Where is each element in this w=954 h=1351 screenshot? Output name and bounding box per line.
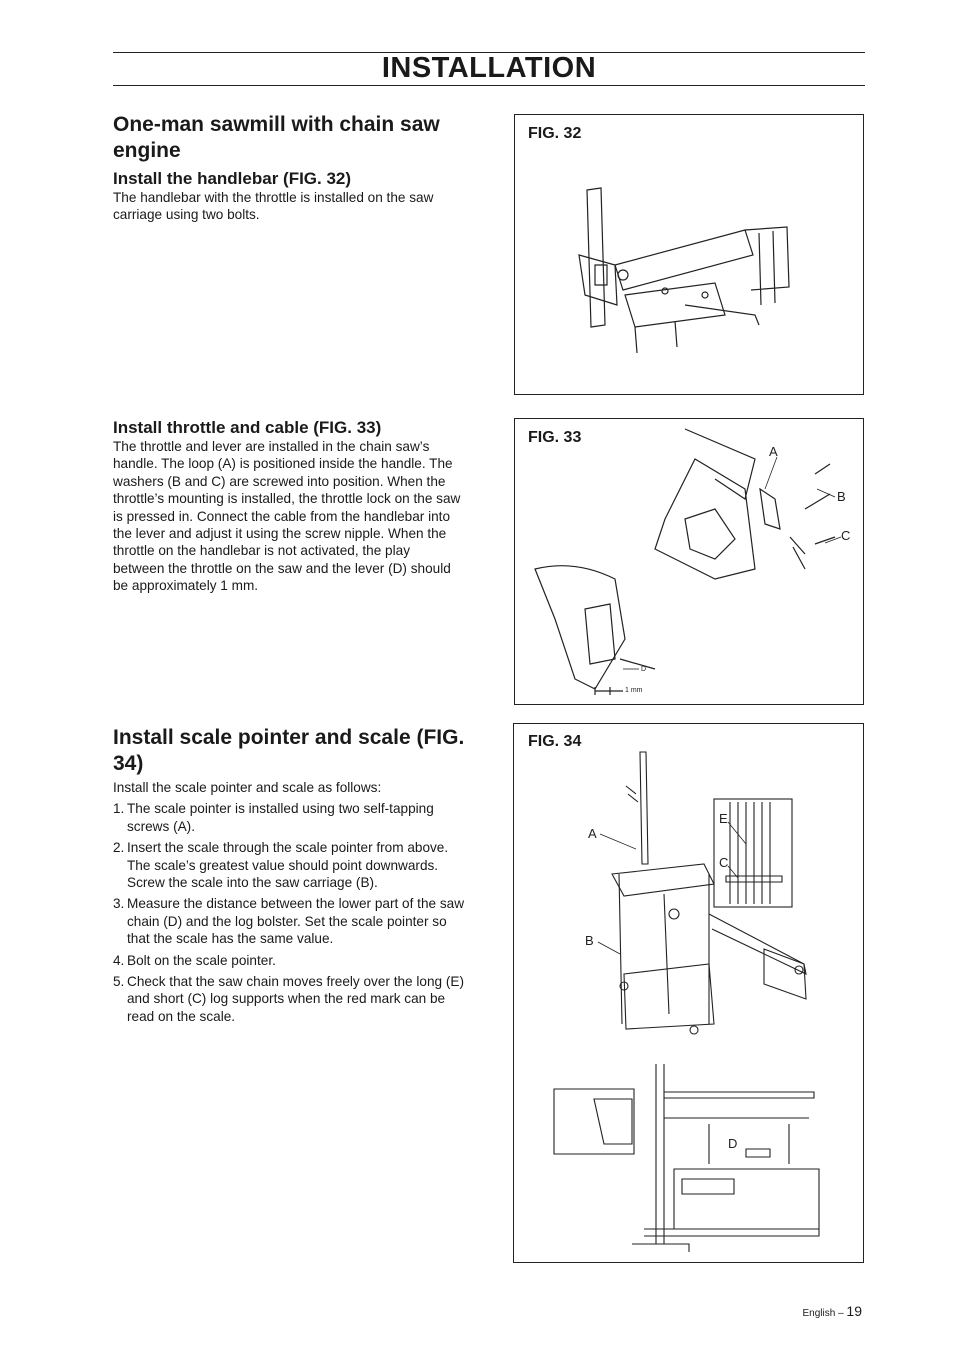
figure-34-callouts bbox=[514, 724, 863, 1262]
page-footer bbox=[803, 1303, 863, 1319]
callout-d: D bbox=[641, 666, 647, 673]
step-text: The scale pointer is installed using two self-tapping screws (A). bbox=[127, 801, 434, 834]
list-item bbox=[113, 839, 465, 891]
figure-label: FIG. 33 bbox=[528, 429, 582, 446]
section-scale bbox=[113, 725, 465, 1029]
callout-c: C bbox=[719, 855, 729, 870]
step-number: 2. bbox=[113, 840, 125, 856]
step-text: Insert the scale through the scale pointer from above. The scale’s greatest value should point downwards. Screw the scale into the saw carriage (B). bbox=[127, 840, 449, 891]
step-number: 1. bbox=[113, 801, 125, 817]
section-throttle bbox=[113, 417, 465, 595]
page-title: INSTALLATION bbox=[381, 52, 597, 84]
step-text: Check that the saw chain moves freely over the long (E) and short (C) log supports when the red mark can be read on the scale. bbox=[127, 974, 464, 1024]
step-number: 5. bbox=[113, 974, 125, 990]
callout-b: B bbox=[585, 933, 594, 948]
callout-c: C bbox=[841, 528, 851, 543]
step-number: 3. bbox=[113, 896, 125, 912]
list-item bbox=[113, 952, 465, 969]
body-throttle: The throttle and lever are installed in the chain saw’s handle. The loop (A) is positioned inside the handle. The washers (B and C) are screwed into position. When the throttle’s mounting is installed, the throttle lock on the saw is pressed in. Connect the cable from the handlebar into the lever and adjust it using the screw nipple. When the throttle on the handlebar is not activated, the play between the throttle on the saw and the lever (D) should be approximately 1 mm. bbox=[113, 439, 461, 594]
figure-label: FIG. 34 bbox=[528, 733, 582, 750]
callout-a: A bbox=[769, 444, 778, 459]
list-item bbox=[113, 800, 465, 835]
subheading-handlebar: Install the handlebar (FIG. 32) bbox=[113, 169, 352, 188]
figure-33-callouts bbox=[515, 419, 863, 704]
measure-label: 1 mm bbox=[625, 687, 643, 694]
figure-33 bbox=[514, 418, 864, 705]
step-text: Bolt on the scale pointer. bbox=[127, 952, 276, 968]
callout-d: D bbox=[728, 1136, 738, 1151]
section-sawmill bbox=[113, 112, 465, 224]
section-heading-sawmill: One-man sawmill with chain saw engine bbox=[113, 113, 440, 162]
figure-label: FIG. 32 bbox=[528, 125, 582, 142]
body-handlebar: The handlebar with the throttle is installed on the saw carriage using two bolts. bbox=[113, 190, 434, 223]
figure-32-drawing bbox=[515, 115, 863, 394]
callout-a: A bbox=[588, 826, 597, 841]
section-heading-scale: Install scale pointer and scale (FIG. 34) bbox=[113, 726, 465, 775]
callout-e: E bbox=[719, 811, 728, 826]
header-rule-bottom bbox=[113, 85, 865, 86]
footer-language: English – bbox=[802, 1308, 844, 1319]
subheading-throttle: Install throttle and cable (FIG. 33) bbox=[113, 418, 382, 437]
step-text: Measure the distance between the lower part of the saw chain (D) and the log bolster. Set the scale pointer so that the scale has the same value. bbox=[127, 896, 465, 947]
callout-b: B bbox=[837, 489, 846, 504]
figure-32 bbox=[514, 114, 864, 395]
step-number: 4. bbox=[113, 952, 125, 968]
list-item bbox=[113, 895, 465, 947]
list-item bbox=[113, 973, 465, 1025]
figure-34 bbox=[513, 723, 864, 1263]
scale-intro: Install the scale pointer and scale as follows: bbox=[113, 780, 382, 795]
page-number: 19 bbox=[846, 1303, 862, 1319]
scale-steps-list bbox=[113, 800, 465, 1025]
